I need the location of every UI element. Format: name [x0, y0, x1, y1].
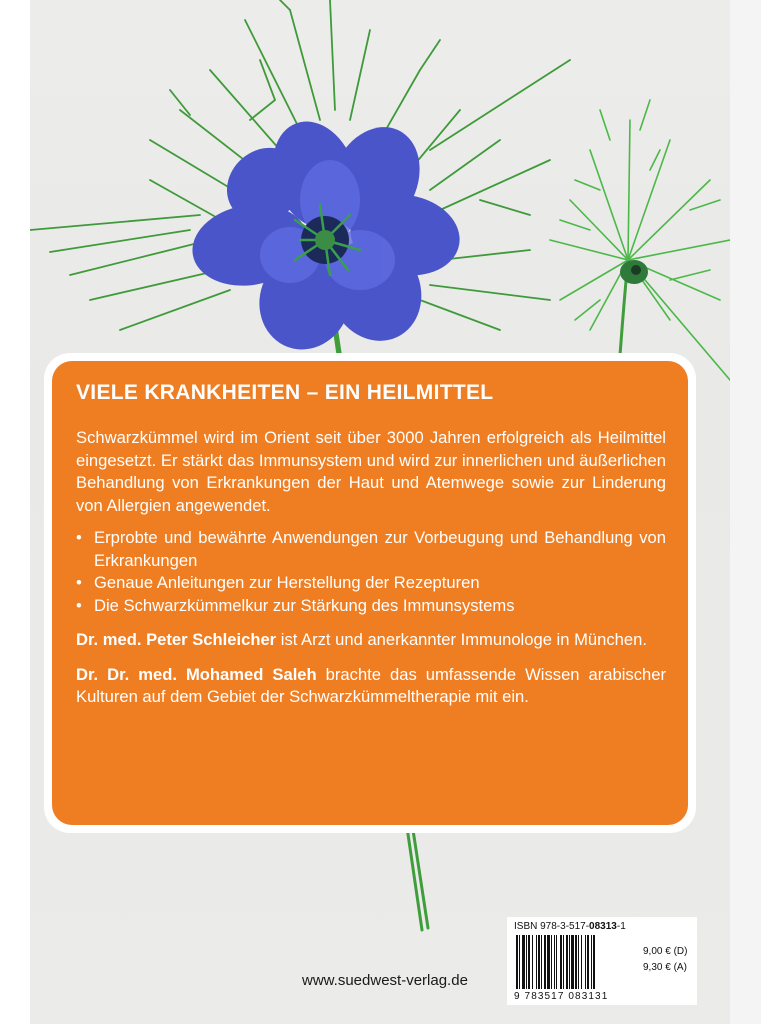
barcode-digits: 9 783517 083131	[514, 991, 609, 1002]
author-name: Dr. med. Peter Schleicher	[76, 630, 277, 649]
list-item: • Genaue Anleitungen zur Herstellung der Rezepturen	[76, 572, 666, 595]
bullet-icon: •	[76, 573, 82, 592]
list-item: • Erprobte und bewährte Anwendungen zur Vorbeugung und Behandlung von Erkrankungen	[76, 528, 666, 570]
headline: VIELE KRANKHEITEN – EIN HEILMITTEL	[76, 381, 494, 404]
list-item: • Die Schwarzkümmelkur zur Stärkung des Immunsystems	[76, 595, 666, 618]
author-bio-2: Dr. Dr. med. Mohamed Saleh brachte das umfassende Wissen arabischer Kulturen auf dem Gebiet der Schwarzkümmeltherapie mit ein.	[76, 664, 666, 706]
price-austria: 9,30 € (A)	[643, 962, 687, 973]
bullet-icon: •	[76, 528, 82, 547]
author-bio-1: Dr. med. Peter Schleicher ist Arzt und anerkannter Immunologe in München.	[76, 630, 647, 649]
feature-list	[76, 527, 666, 617]
price-germany: 9,00 € (D)	[643, 946, 688, 957]
page-margin-left	[0, 0, 30, 1024]
publisher-website: www.suedwest-verlag.de	[302, 972, 468, 989]
page-margin-right	[730, 0, 761, 1024]
intro-paragraph: Schwarzkümmel wird im Orient seit über 3000 Jahren erfolgreich als Heilmittel eingesetzt. Er stärkt das Immunsystem und wird zur innerlichen und äußerlichen Behandlung von Erkrankungen der Haut und Atemwege sowie zur Linderung von Allergien angewendet.	[76, 428, 666, 515]
author-name: Dr. Dr. med. Mohamed Saleh	[76, 664, 317, 684]
bullet-icon: •	[76, 595, 82, 615]
isbn: ISBN 978-3-517-08313-1	[514, 921, 626, 932]
barcode	[514, 935, 634, 991]
text-panel	[52, 361, 688, 825]
